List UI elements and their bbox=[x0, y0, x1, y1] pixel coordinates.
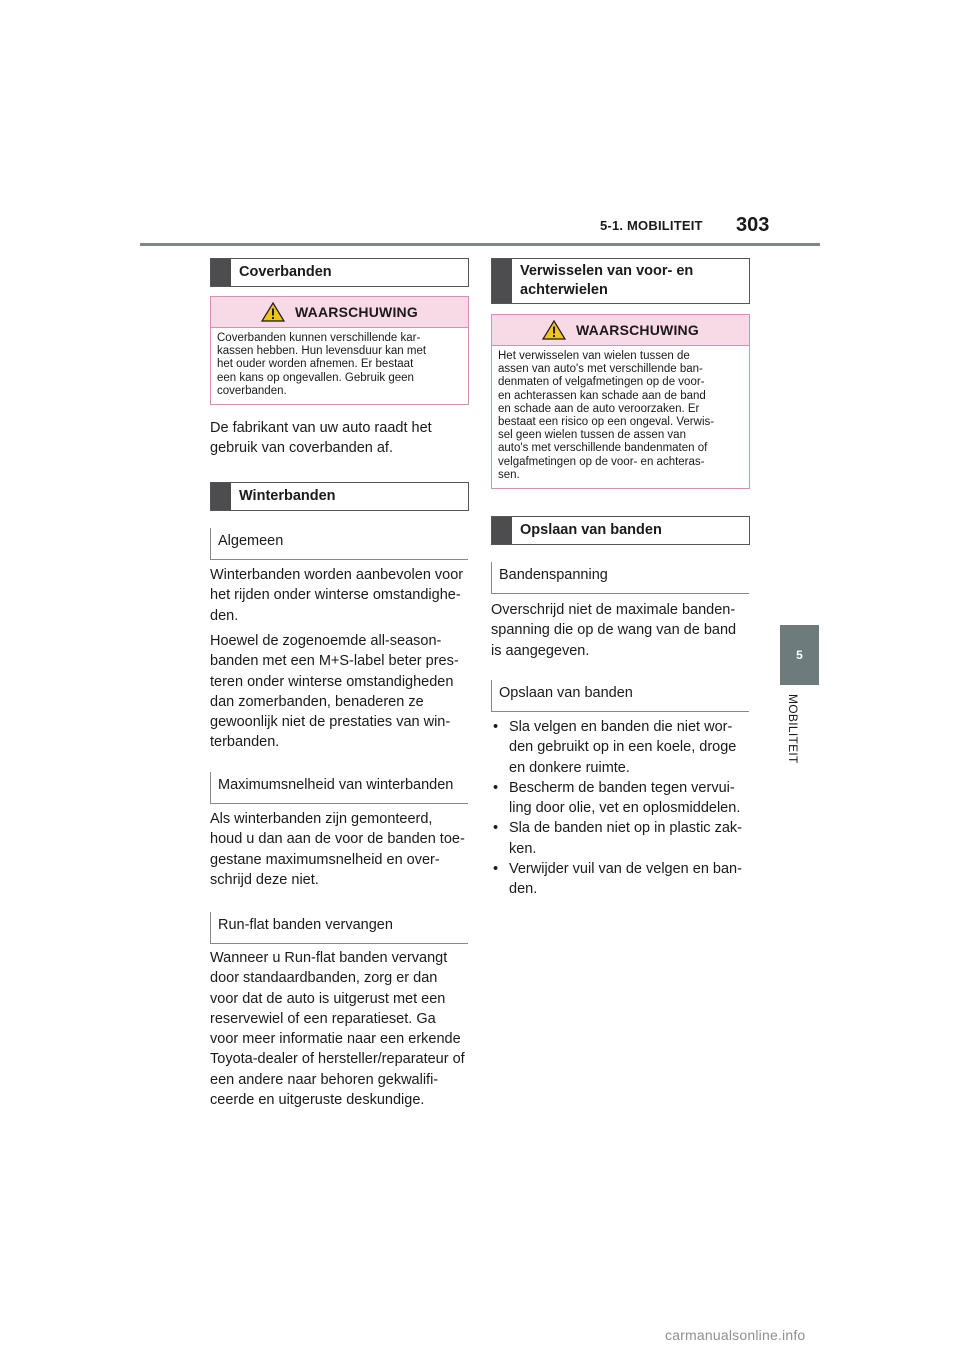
warning-icon bbox=[542, 320, 566, 340]
text-line: den gebruikt op in een koele, droge bbox=[509, 739, 737, 756]
text-line: • Sla velgen en banden die niet wor- bbox=[509, 719, 733, 735]
heading-line: achterwielen bbox=[520, 282, 608, 298]
warning-body bbox=[211, 328, 468, 404]
warning-line: bestaat een risico op een ongeval. Verwis- bbox=[498, 416, 715, 429]
warning-title: WAARSCHUWING bbox=[295, 304, 418, 320]
heading-opslaan bbox=[491, 516, 750, 545]
heading-coverbanden bbox=[210, 258, 469, 287]
text-line: ling door olie, vet en oplosmiddelen. bbox=[509, 800, 741, 817]
watermark: carmanualsonline.info bbox=[665, 1327, 806, 1343]
paragraph-bandenspanning bbox=[491, 600, 753, 661]
paragraph-coverbanden bbox=[210, 418, 470, 459]
chapter-label: MOBILITEIT bbox=[786, 694, 800, 764]
text-line: door standaardbanden, zorg er dan bbox=[210, 970, 438, 987]
warning-line: en achterassen kan schade aan de band bbox=[498, 389, 706, 402]
warning-icon bbox=[261, 302, 285, 322]
heading-text: Opslaan van banden bbox=[520, 522, 662, 538]
paragraph-runflat bbox=[210, 948, 472, 1110]
warning-title: WAARSCHUWING bbox=[576, 322, 699, 338]
paragraph-winter-1 bbox=[210, 565, 472, 626]
text-line: De fabrikant van uw auto raadt het bbox=[210, 420, 432, 436]
text-line: schrijd deze niet. bbox=[210, 871, 319, 888]
text-line: gewoonlijk niet de prestaties van win- bbox=[210, 714, 451, 731]
warning-line: auto's met verschillende bandenmaten of bbox=[498, 442, 708, 455]
text-line: • Sla de banden niet op in plastic zak- bbox=[509, 820, 742, 837]
warning-line: een kans op ongevallen. Gebruik geen bbox=[217, 371, 414, 384]
subheading-opslaan: Opslaan van banden bbox=[491, 680, 749, 712]
text-line: het rijden onder winterse omstandighe- bbox=[210, 587, 461, 604]
text-line: een andere naar behoren gekwalifi- bbox=[210, 1071, 439, 1088]
text-line: spanning die op de wang van de band bbox=[491, 622, 737, 639]
text-line: gebruik van coverbanden af. bbox=[210, 440, 393, 457]
warning-header bbox=[492, 315, 749, 346]
warning-line: sel geen wielen tussen de assen van bbox=[498, 429, 686, 442]
list-item bbox=[491, 859, 753, 900]
heading-tab bbox=[211, 483, 231, 510]
text-line: voor dat de auto is uitgerust met een bbox=[210, 990, 446, 1007]
text-line: banden met een M+S-label beter pres- bbox=[210, 653, 459, 670]
subheading-runflat: Run-flat banden vervangen bbox=[210, 912, 468, 944]
list-item bbox=[491, 717, 753, 778]
text-line: • Bescherm de banden tegen vervui- bbox=[509, 779, 735, 796]
text-line: Wanneer u Run-flat banden vervangt bbox=[210, 950, 448, 966]
warning-box-coverbanden bbox=[210, 296, 469, 405]
section-title: 5-1. MOBILITEIT bbox=[600, 218, 703, 233]
heading-verwisselen bbox=[491, 258, 750, 304]
subheading-maximumsnelheid: Maximumsnelheid van winterbanden bbox=[210, 772, 468, 804]
text-line: dan zomerbanden, benaderen ze bbox=[210, 693, 424, 710]
warning-header bbox=[211, 297, 468, 328]
text-line: ceerde en uitgeruste deskundige. bbox=[210, 1092, 425, 1109]
heading-line: Verwisselen van voor- en bbox=[520, 263, 694, 279]
heading-text: Coverbanden bbox=[239, 264, 332, 280]
warning-line: het ouder worden afnemen. Er bestaat bbox=[217, 358, 414, 371]
page-number: 303 bbox=[736, 214, 770, 236]
text-line: ken. bbox=[509, 840, 537, 857]
header-rule bbox=[140, 243, 820, 246]
text-line: terbanden. bbox=[210, 734, 280, 751]
text-line: Winterbanden worden aanbevolen voor bbox=[210, 567, 464, 583]
warning-line: Het verwisselen van wielen tussen de bbox=[498, 350, 690, 362]
text-line: den. bbox=[210, 607, 239, 624]
warning-line: denmaten of velgafmetingen op de voor- bbox=[498, 376, 705, 389]
text-line: reservewiel of een reparatieset. Ga bbox=[210, 1010, 436, 1027]
paragraph-winter-2 bbox=[210, 631, 472, 753]
storage-bullet-list bbox=[491, 717, 753, 900]
text-line: voor meer informatie naar een erkende bbox=[210, 1031, 461, 1048]
chapter-tab[interactable]: 5 bbox=[780, 625, 819, 685]
text-line: gestane maximumsnelheid en over- bbox=[210, 851, 440, 868]
text-line: Hoewel de zogenoemde all-season- bbox=[210, 633, 442, 649]
warning-line: en schade aan de auto veroorzaken. Er bbox=[498, 402, 700, 415]
warning-line: assen van auto's met verschillende ban- bbox=[498, 363, 703, 376]
heading-tab bbox=[211, 259, 231, 286]
warning-line: velgafmetingen op de voor- en achteras- bbox=[498, 455, 705, 468]
warning-line: Coverbanden kunnen verschillende kar- bbox=[217, 332, 421, 344]
text-line: teren onder winterse omstandigheden bbox=[210, 673, 454, 690]
text-line: Overschrijd niet de maximale banden- bbox=[491, 602, 736, 618]
heading-text bbox=[512, 259, 701, 303]
text-line: houd u dan aan de voor de banden toe- bbox=[210, 831, 465, 848]
heading-tab bbox=[492, 517, 512, 544]
heading-winterbanden bbox=[210, 482, 469, 511]
warning-box-verwisselen bbox=[491, 314, 750, 489]
warning-body bbox=[492, 346, 749, 488]
text-line: en donkere ruimte. bbox=[509, 759, 630, 776]
subheading-bandenspanning: Bandenspanning bbox=[491, 562, 749, 594]
list-item bbox=[491, 818, 753, 859]
warning-line: kassen hebben. Hun levensduur kan met bbox=[217, 345, 427, 358]
heading-tab bbox=[492, 259, 512, 303]
text-line: Toyota-dealer of hersteller/reparateur of bbox=[210, 1051, 465, 1068]
text-line: den. bbox=[509, 881, 538, 898]
text-line: Als winterbanden zijn gemonteerd, bbox=[210, 811, 433, 827]
text-line: • Verwijder vuil van de velgen en ban- bbox=[509, 861, 742, 878]
subheading-algemeen: Algemeen bbox=[210, 528, 468, 560]
list-item bbox=[491, 778, 753, 819]
warning-line: sen. bbox=[498, 468, 520, 481]
paragraph-maximumsnelheid bbox=[210, 809, 472, 890]
warning-line: coverbanden. bbox=[217, 384, 287, 397]
text-line: is aangegeven. bbox=[491, 642, 590, 659]
heading-text: Winterbanden bbox=[239, 488, 336, 504]
